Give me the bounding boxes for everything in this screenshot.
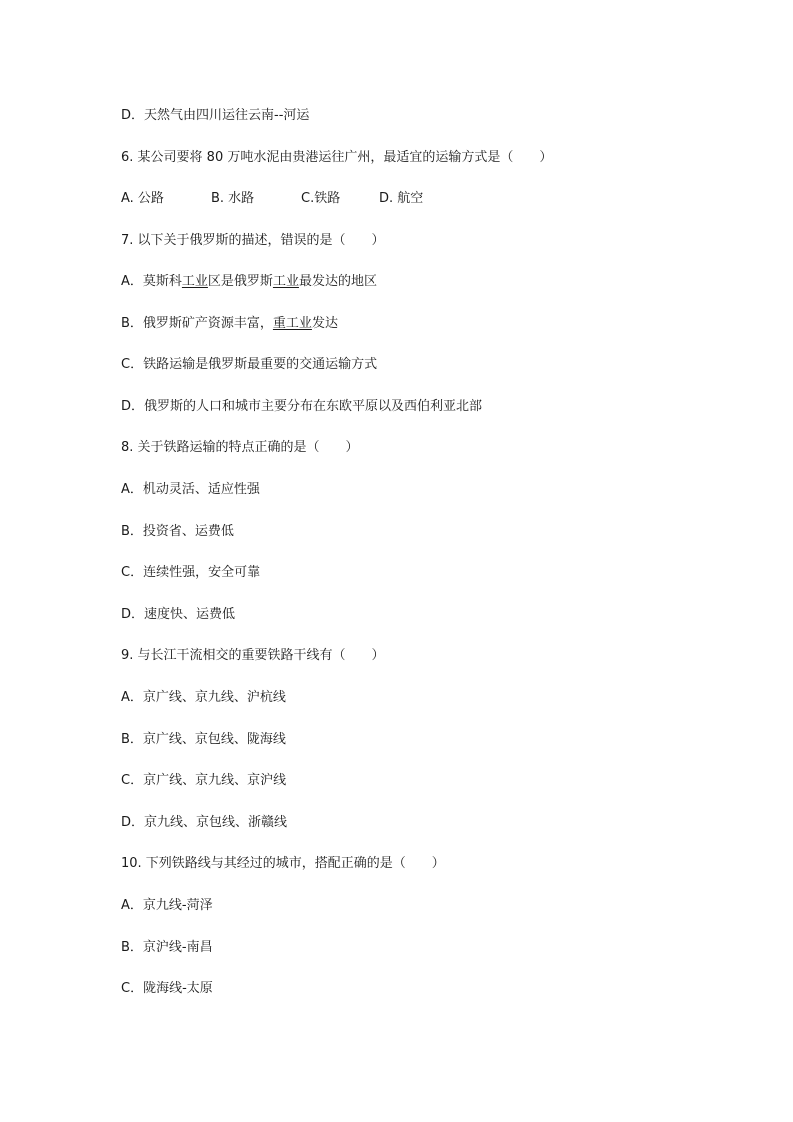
q10-option-a: A．京九线-菏泽 <box>121 898 213 913</box>
q7-a-mid: 区是俄罗斯 <box>207 274 273 289</box>
q7-a-prefix: A．莫斯科 <box>121 274 182 289</box>
q5-option-d: D．天然气由四川运往云南--河运 <box>121 108 310 123</box>
q6-choices <box>121 190 423 208</box>
q9-option-b: B．京广线、京包线、陇海线 <box>121 732 286 747</box>
q6-stem: 6. 某公司要将 80 万吨水泥由贵港运往广州，最适宜的运输方式是（ ） <box>121 150 553 165</box>
q7-option-c: C．铁路运输是俄罗斯最重要的交通运输方式 <box>121 357 378 372</box>
q7-option-d: D．俄罗斯的人口和城市主要分布在东欧平原以及西伯利亚北部 <box>121 399 483 414</box>
q9-option-c: C．京广线、京九线、京沪线 <box>121 773 287 788</box>
q7-b-prefix: B．俄罗斯矿产资源丰富， <box>121 316 273 331</box>
q9-stem: 9. 与长江干流相交的重要铁路干线有（ ） <box>121 648 385 663</box>
q7-a-underlined-2: 工业 <box>272 274 299 289</box>
q10-option-b: B．京沪线-南昌 <box>121 940 213 955</box>
q8-option-b: B．投资省、运费低 <box>121 524 234 539</box>
q9-option-d: D．京九线、京包线、浙赣线 <box>121 815 288 830</box>
q7-a-underlined-1: 工业 <box>181 274 208 289</box>
q7-stem: 7. 以下关于俄罗斯的描述，错误的是（ ） <box>121 233 385 248</box>
q8-option-a: A．机动灵活、适应性强 <box>121 482 260 497</box>
q6-option-c: C.铁路 <box>301 191 341 206</box>
q6-option-b: B. 水路 <box>211 191 255 206</box>
q6-option-d: D. 航空 <box>379 191 424 206</box>
q10-stem: 10. 下列铁路线与其经过的城市，搭配正确的是（ ） <box>121 856 445 871</box>
q7-a-suffix: 最发达的地区 <box>298 274 377 289</box>
q7-option-a <box>121 273 377 291</box>
q6-option-a: A. 公路 <box>121 191 164 206</box>
q8-option-c: C．连续性强，安全可靠 <box>121 565 261 580</box>
q9-option-a: A．京广线、京九线、沪杭线 <box>121 690 286 705</box>
q7-option-b <box>121 315 338 333</box>
q8-stem: 8. 关于铁路运输的特点正确的是（ ） <box>121 440 359 455</box>
q7-b-suffix: 发达 <box>311 316 338 331</box>
q10-option-c: C．陇海线-太原 <box>121 981 213 996</box>
q8-option-d: D．速度快、运费低 <box>121 607 236 622</box>
q7-b-underlined: 重工业 <box>272 316 312 331</box>
